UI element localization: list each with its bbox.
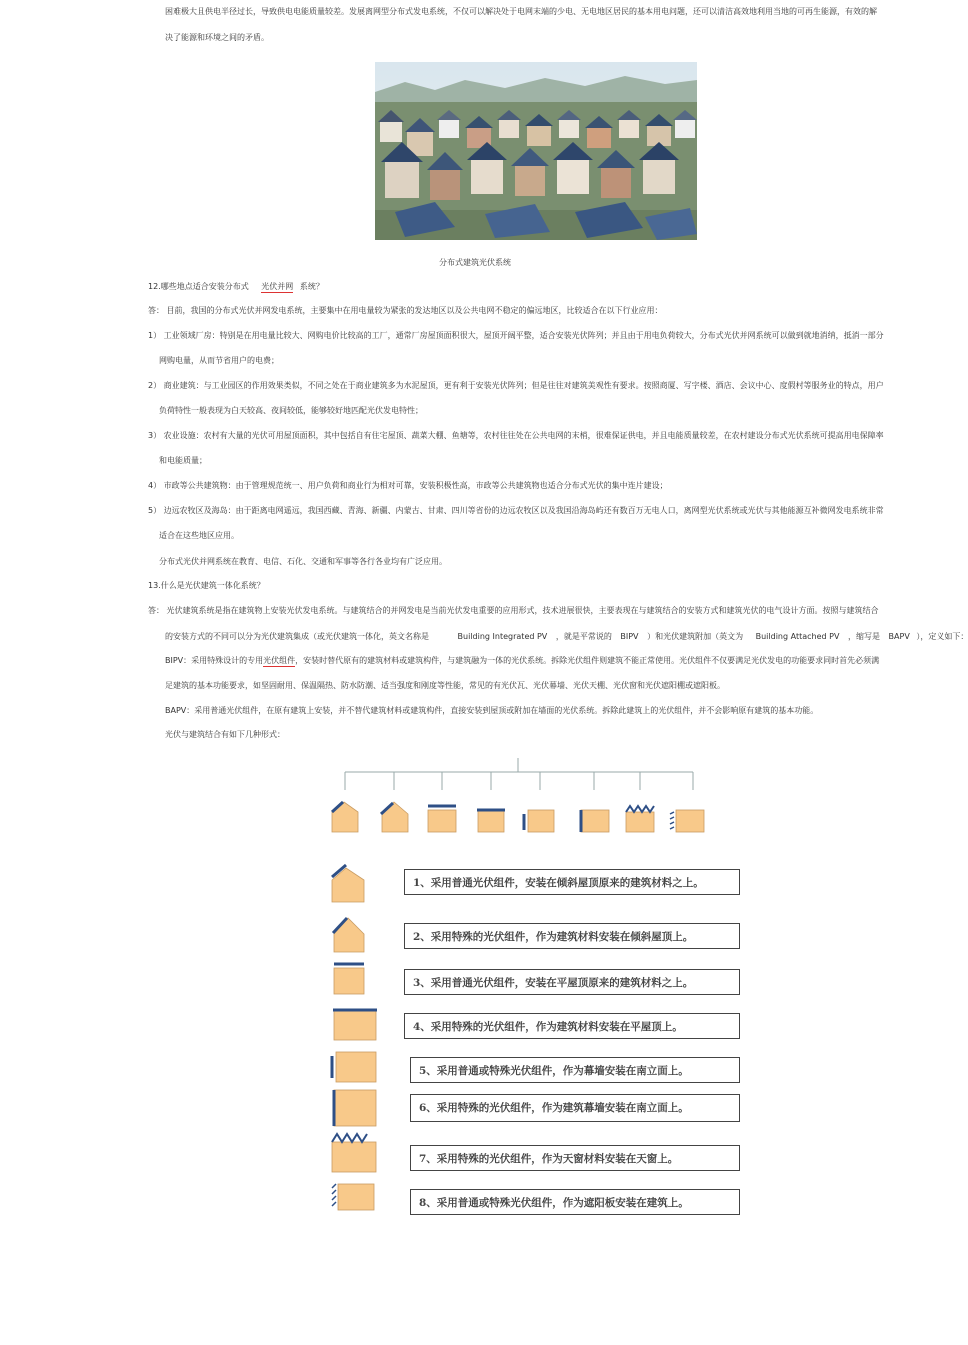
form-box-4: 4、采用特殊的光伏组件，作为建筑材料安装在平屋顶上。 bbox=[404, 1013, 740, 1039]
q13-answer-a: 答： 光伏建筑系统是指在建筑物上安装光伏发电系统。与建筑结合的并网发电是当前光伏发电重要的应用形式，技术进展很快，主要表现在与建筑结合的安装方式和建筑光伏的电气设计方面。按照与建筑结合 bbox=[148, 606, 879, 615]
q12-note: 分布式光伏并网系统在教育、电信、石化、交通和军事等各行各业均有广泛应用。 bbox=[159, 557, 447, 566]
q12-item2-b: 负荷特性一般表现为白天较高、夜间较低，能够较好地匹配光伏发电特性； bbox=[159, 406, 423, 415]
q12-item4: 4） 市政等公共建筑物：由于管理规范统一、用户负荷和商业行为相对可靠，安装积极性高，市政等公共建筑物也适合分布式光伏的集中连片建设； bbox=[148, 481, 668, 490]
q12-item5-a: 5） 边远农牧区及海岛：由于距离电网遥远，我国西藏、青海、新疆、内蒙古、甘肃、四川等省份的边远农牧区以及我国沿海岛屿还有数百万无电人口，离网型光伏系统或光伏与其他能源互补微网发电系统非常 bbox=[148, 506, 884, 515]
bipv-forms-tree bbox=[320, 750, 720, 840]
bipv-form-icons bbox=[326, 862, 376, 1212]
intro-line-2: 决了能源和环境之间的矛盾。 bbox=[165, 33, 269, 42]
q12-item1-a: 1） 工业领域厂房：特别是在用电量比较大、网购电价比较高的工厂，通常厂房屋顶面积很大，屋顶开阔平整，适合安装光伏阵列；并且由于用电负荷较大，分布式光伏并网系统可以做到就地消纳，抵消一部分 bbox=[148, 331, 884, 340]
q12-item2-a: 2） 商业建筑：与工业园区的作用效果类似，不同之处在于商业建筑多为水泥屋顶，更有利于安装光伏阵列；但是往往对建筑美观性有要求。按照商厦、写字楼、酒店、会议中心、度假村等服务业的特点，用户 bbox=[148, 381, 884, 390]
intro-line-1: 困难极大且供电半径过长，导致供电电能质量较差。发展离网型分布式发电系统，不仅可以解决处于电网末端的少电、无电地区居民的基本用电问题，还可以清洁高效地利用当地的可再生能源，有效的解 bbox=[165, 7, 877, 16]
q13-bipv-a1: BIPV：采用特殊设计的专用 bbox=[165, 656, 264, 665]
q13-forms: 光伏与建筑结合有如下几种形式： bbox=[165, 730, 285, 739]
q12-item3-b: 和电能质量； bbox=[159, 456, 207, 465]
q13-b5: ）和光伏建筑附加（英文为 bbox=[647, 632, 744, 641]
q13-b6: Building Attached PV bbox=[755, 632, 840, 641]
q12-title-a: 12.哪些地点适合安装分布式 bbox=[148, 282, 249, 291]
q12-title-b: 光伏并网 bbox=[261, 282, 294, 291]
form-box-7: 7、采用特殊的光伏组件，作为天窗材料安装在天窗上。 bbox=[410, 1145, 740, 1171]
q12-item3-a: 3） 农业设施：农村有大量的光伏可用屋顶面积，其中包括自有住宅屋顶、蔬菜大棚、鱼塘等，农村往往处在公共电网的末梢，很难保证供电，并且电能质量较差，在农村建设分布式光伏系统可提高用电保障率 bbox=[148, 431, 884, 440]
form-box-1: 1、采用普通光伏组件，安装在倾斜屋顶原来的建筑材料之上。 bbox=[404, 869, 740, 895]
q12-item1-b: 网购电量，从而节省用户的电费； bbox=[159, 356, 279, 365]
q13-title: 13.什么是光伏建筑一体化系统？ bbox=[148, 581, 265, 590]
form-box-2: 2、采用特殊的光伏组件，作为建筑材料安装在倾斜屋顶上。 bbox=[404, 923, 740, 949]
q12-title bbox=[148, 282, 324, 292]
q13-b1: 的安装方式的不同可以分为光伏建筑集成（或光伏建筑一体化，英文名称是 bbox=[165, 632, 429, 641]
form-box-6: 6、采用特殊的光伏组件，作为建筑幕墙安装在南立面上。 bbox=[410, 1094, 740, 1122]
q13-bipv-a3: ，安装时替代原有的建筑材料或建筑构件，与建筑融为一体的光伏系统。拆除光伏组件则建筑不能正常使用。光伏组件不仅要满足光伏发电的功能要求同时首先必须满 bbox=[295, 656, 880, 665]
form-box-3: 3、采用普通光伏组件，安装在平屋顶原来的建筑材料之上。 bbox=[404, 969, 740, 995]
q13-b8: BAPV bbox=[888, 632, 910, 641]
distributed-pv-photo bbox=[375, 62, 697, 240]
q13-answer-b bbox=[165, 632, 968, 642]
q13-bapv: BAPV：采用普通光伏组件，在原有建筑上安装，并不替代建筑材料或建筑构件，直接安装到屋顶或附加在墙面的光伏系统。拆除此建筑上的光伏组件，并不会影响原有建筑的基本功能。 bbox=[165, 706, 819, 715]
q13-bipv-a bbox=[165, 656, 879, 666]
q13-bipv-a2: 光伏组件 bbox=[263, 656, 296, 665]
q12-answer: 答： 目前，我国的分布式光伏并网发电系统，主要集中在用电量较为紧张的发达地区以及公共电网不稳定的偏远地区，比较适合在以下行业应用： bbox=[148, 306, 663, 315]
q13-b4: BIPV bbox=[620, 632, 639, 641]
q13-b3: ，就是平常说的 bbox=[555, 632, 612, 641]
q13-b7: ，缩写是 bbox=[847, 632, 880, 641]
form-box-8: 8、采用普通或特殊光伏组件，作为遮阳板安装在建筑上。 bbox=[410, 1189, 740, 1215]
form-box-5: 5、采用普通或特殊光伏组件，作为幕墙安装在南立面上。 bbox=[410, 1057, 740, 1083]
q12-item5-b: 适合在这些地区应用。 bbox=[159, 531, 239, 540]
q12-title-c: 系统？ bbox=[299, 282, 324, 291]
figure-caption: 分布式建筑光伏系统 bbox=[439, 258, 511, 267]
q13-bipv-b: 足建筑的基本功能要求，如坚固耐用、保温隔热、防水防潮、适当强度和刚度等性能，常见的有光伏瓦、光伏幕墙、光伏天棚、光伏窗和光伏遮阳棚或遮阳板。 bbox=[165, 681, 725, 690]
q13-b2: Building Integrated PV bbox=[457, 632, 548, 641]
q13-b9: ），定义如下： bbox=[916, 632, 968, 641]
